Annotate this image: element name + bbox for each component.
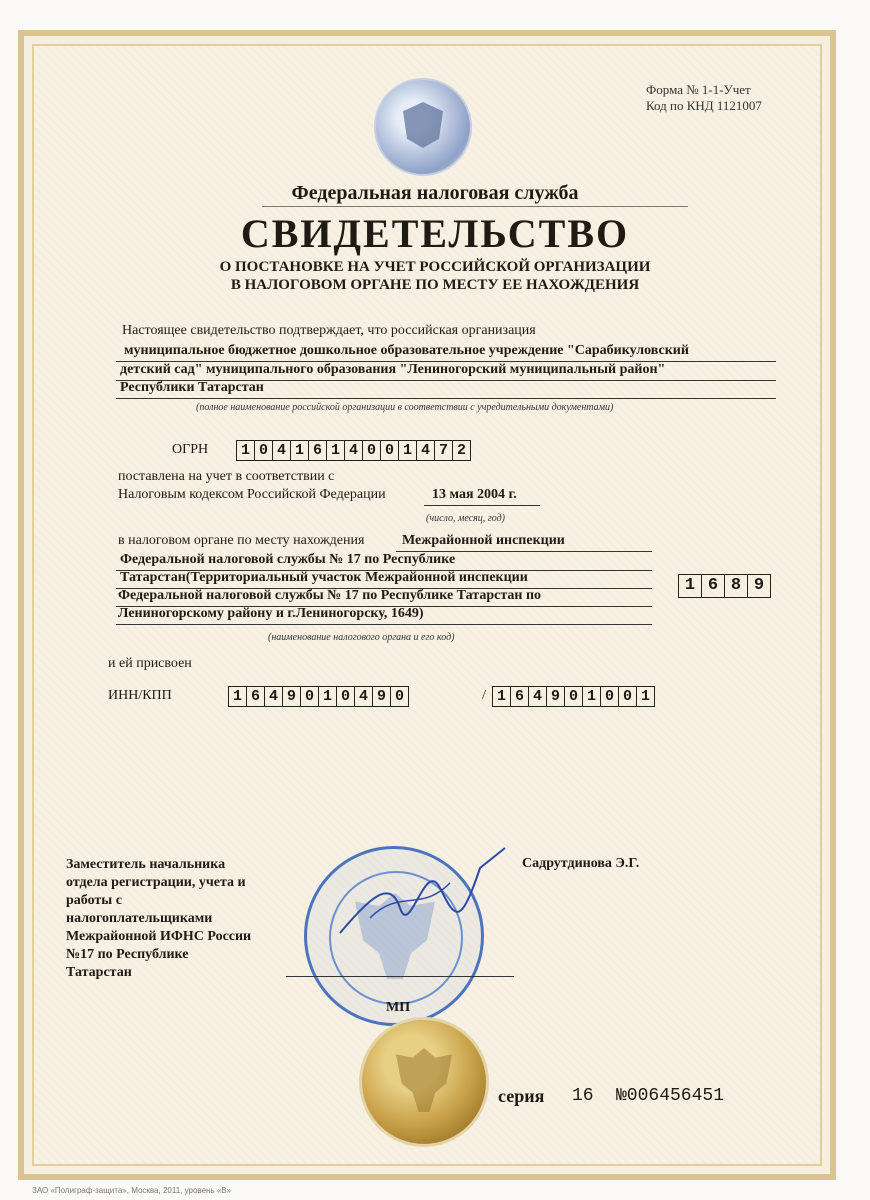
digit-cell: 4 [417, 440, 435, 461]
digit-cell: 1 [399, 440, 417, 461]
digit-cell: 4 [529, 686, 547, 707]
organization-name-line-2: детский сад" муниципального образования "Лениногорский муниципальный район" [120, 362, 666, 377]
document-subtitle [0, 258, 870, 294]
underline [424, 505, 540, 506]
digit-cell: 0 [601, 686, 619, 707]
position-line: налогоплательщиками [66, 911, 213, 926]
digit-cell: 9 [547, 686, 565, 707]
title-divider [262, 206, 688, 207]
digit-cell: 8 [725, 574, 748, 598]
knd-code: Код по КНД 1121007 [646, 98, 762, 113]
form-number: Форма № 1-1-Учет [646, 82, 751, 97]
digit-cell: 1 [228, 686, 247, 707]
digit-cell: 6 [702, 574, 725, 598]
digit-cell: 0 [391, 686, 409, 707]
organization-caption: (полное наименование российской организации в соответствии с учредительными документами) [196, 402, 614, 413]
digit-cell: 1 [236, 440, 255, 461]
position-line: отдела регистрации, учета и [66, 875, 246, 890]
digit-cell: 7 [435, 440, 453, 461]
digit-cell: 0 [363, 440, 381, 461]
digit-cell: 9 [373, 686, 391, 707]
hologram-emblem-icon [374, 78, 472, 176]
digit-cell: 6 [247, 686, 265, 707]
signatory-name: Садрутдинова Э.Г. [522, 856, 640, 871]
series-value: 16 [572, 1086, 594, 1106]
tax-authority-intro: в налоговом органе по месту нахождения [118, 533, 365, 548]
date-caption: (число, месяц, год) [426, 513, 505, 524]
position-line: №17 по Республике [66, 947, 189, 962]
subtitle-line-1: О ПОСТАНОВКЕ НА УЧЕТ РОССИЙСКОЙ ОРГАНИЗАЦИИ [219, 259, 651, 275]
mp-label: МП [386, 1000, 411, 1015]
digit-cell: 4 [273, 440, 291, 461]
inn-digits [228, 686, 409, 707]
position-line: Татарстан [66, 965, 132, 980]
organization-name-line-3: Республики Татарстан [120, 380, 264, 395]
digit-cell: 1 [492, 686, 511, 707]
digit-cell: 9 [748, 574, 771, 598]
tax-authority-line-5: Лениногорскому району и г.Лениногорску, 1649) [118, 606, 424, 621]
digit-cell: 1 [678, 574, 702, 598]
printer-imprint: ЗАО «Полиграф-защита», Москва, 2011, уровень «В» [32, 1186, 232, 1195]
position-line: работы с [66, 893, 122, 908]
digit-cell: 0 [301, 686, 319, 707]
assigned-label: и ей присвоен [108, 656, 192, 671]
digit-cell: 1 [583, 686, 601, 707]
handwritten-signature-icon [330, 838, 510, 948]
digit-cell: 0 [565, 686, 583, 707]
digit-cell: 6 [511, 686, 529, 707]
underline [116, 624, 652, 625]
tax-authority-line-4: Федеральной налоговой службы № 17 по Республике Татарстан по [118, 588, 542, 603]
underline [116, 398, 776, 399]
signature-line [286, 976, 514, 977]
organization-intro: Настоящее свидетельство подтверждает, что российская организация [122, 323, 536, 338]
agency-name: Федеральная налоговая служба [291, 182, 579, 204]
position-line: Межрайонной ИФНС России [66, 929, 252, 944]
ogrn-label: ОГРН [172, 442, 209, 457]
form-identifier [646, 82, 762, 114]
digit-cell: 6 [309, 440, 327, 461]
tax-authority-line-1: Межрайонной инспекции [402, 533, 565, 548]
tax-authority-caption: (наименование налогового органа и его код) [268, 632, 455, 643]
digit-cell: 1 [291, 440, 309, 461]
tax-authority-line-2: Федеральной налоговой службы № 17 по Республике [120, 552, 456, 567]
series-number: №006456451 [616, 1086, 725, 1106]
digit-cell: 4 [355, 686, 373, 707]
digit-cell: 1 [637, 686, 655, 707]
organization-name-line-1: муниципальное бюджетное дошкольное образовательное учреждение "Сарабикуловский [124, 343, 689, 358]
kpp-digits [492, 686, 655, 707]
tax-authority-line-3: Татарстан(Территориальный участок Межрайонной инспекции [120, 570, 528, 585]
inn-kpp-separator: / [482, 688, 486, 703]
digit-cell: 9 [283, 686, 301, 707]
inn-kpp-label: ИНН/КПП [108, 688, 172, 703]
digit-cell: 0 [381, 440, 399, 461]
digit-cell: 4 [265, 686, 283, 707]
registration-date: 13 мая 2004 г. [432, 487, 517, 502]
series-label: серия [498, 1086, 545, 1106]
registration-line-2: Налоговым кодексом Российской Федерации [118, 487, 386, 502]
ogrn-digits [236, 440, 471, 461]
document-title: СВИДЕТЕЛЬСТВО [240, 211, 630, 256]
subtitle-line-2: В НАЛОГОВОМ ОРГАНЕ ПО МЕСТУ ЕЕ НАХОЖДЕНИЯ [230, 277, 640, 293]
gold-seal-icon [362, 1020, 486, 1144]
signatory-position [66, 856, 251, 982]
tax-authority-code-digits [678, 574, 771, 598]
digit-cell: 0 [619, 686, 637, 707]
digit-cell: 0 [337, 686, 355, 707]
digit-cell: 1 [319, 686, 337, 707]
digit-cell: 2 [453, 440, 471, 461]
digit-cell: 1 [327, 440, 345, 461]
digit-cell: 4 [345, 440, 363, 461]
digit-cell: 0 [255, 440, 273, 461]
registration-line-1: поставлена на учет в соответствии с [118, 469, 335, 484]
position-line: Заместитель начальника [66, 857, 226, 872]
